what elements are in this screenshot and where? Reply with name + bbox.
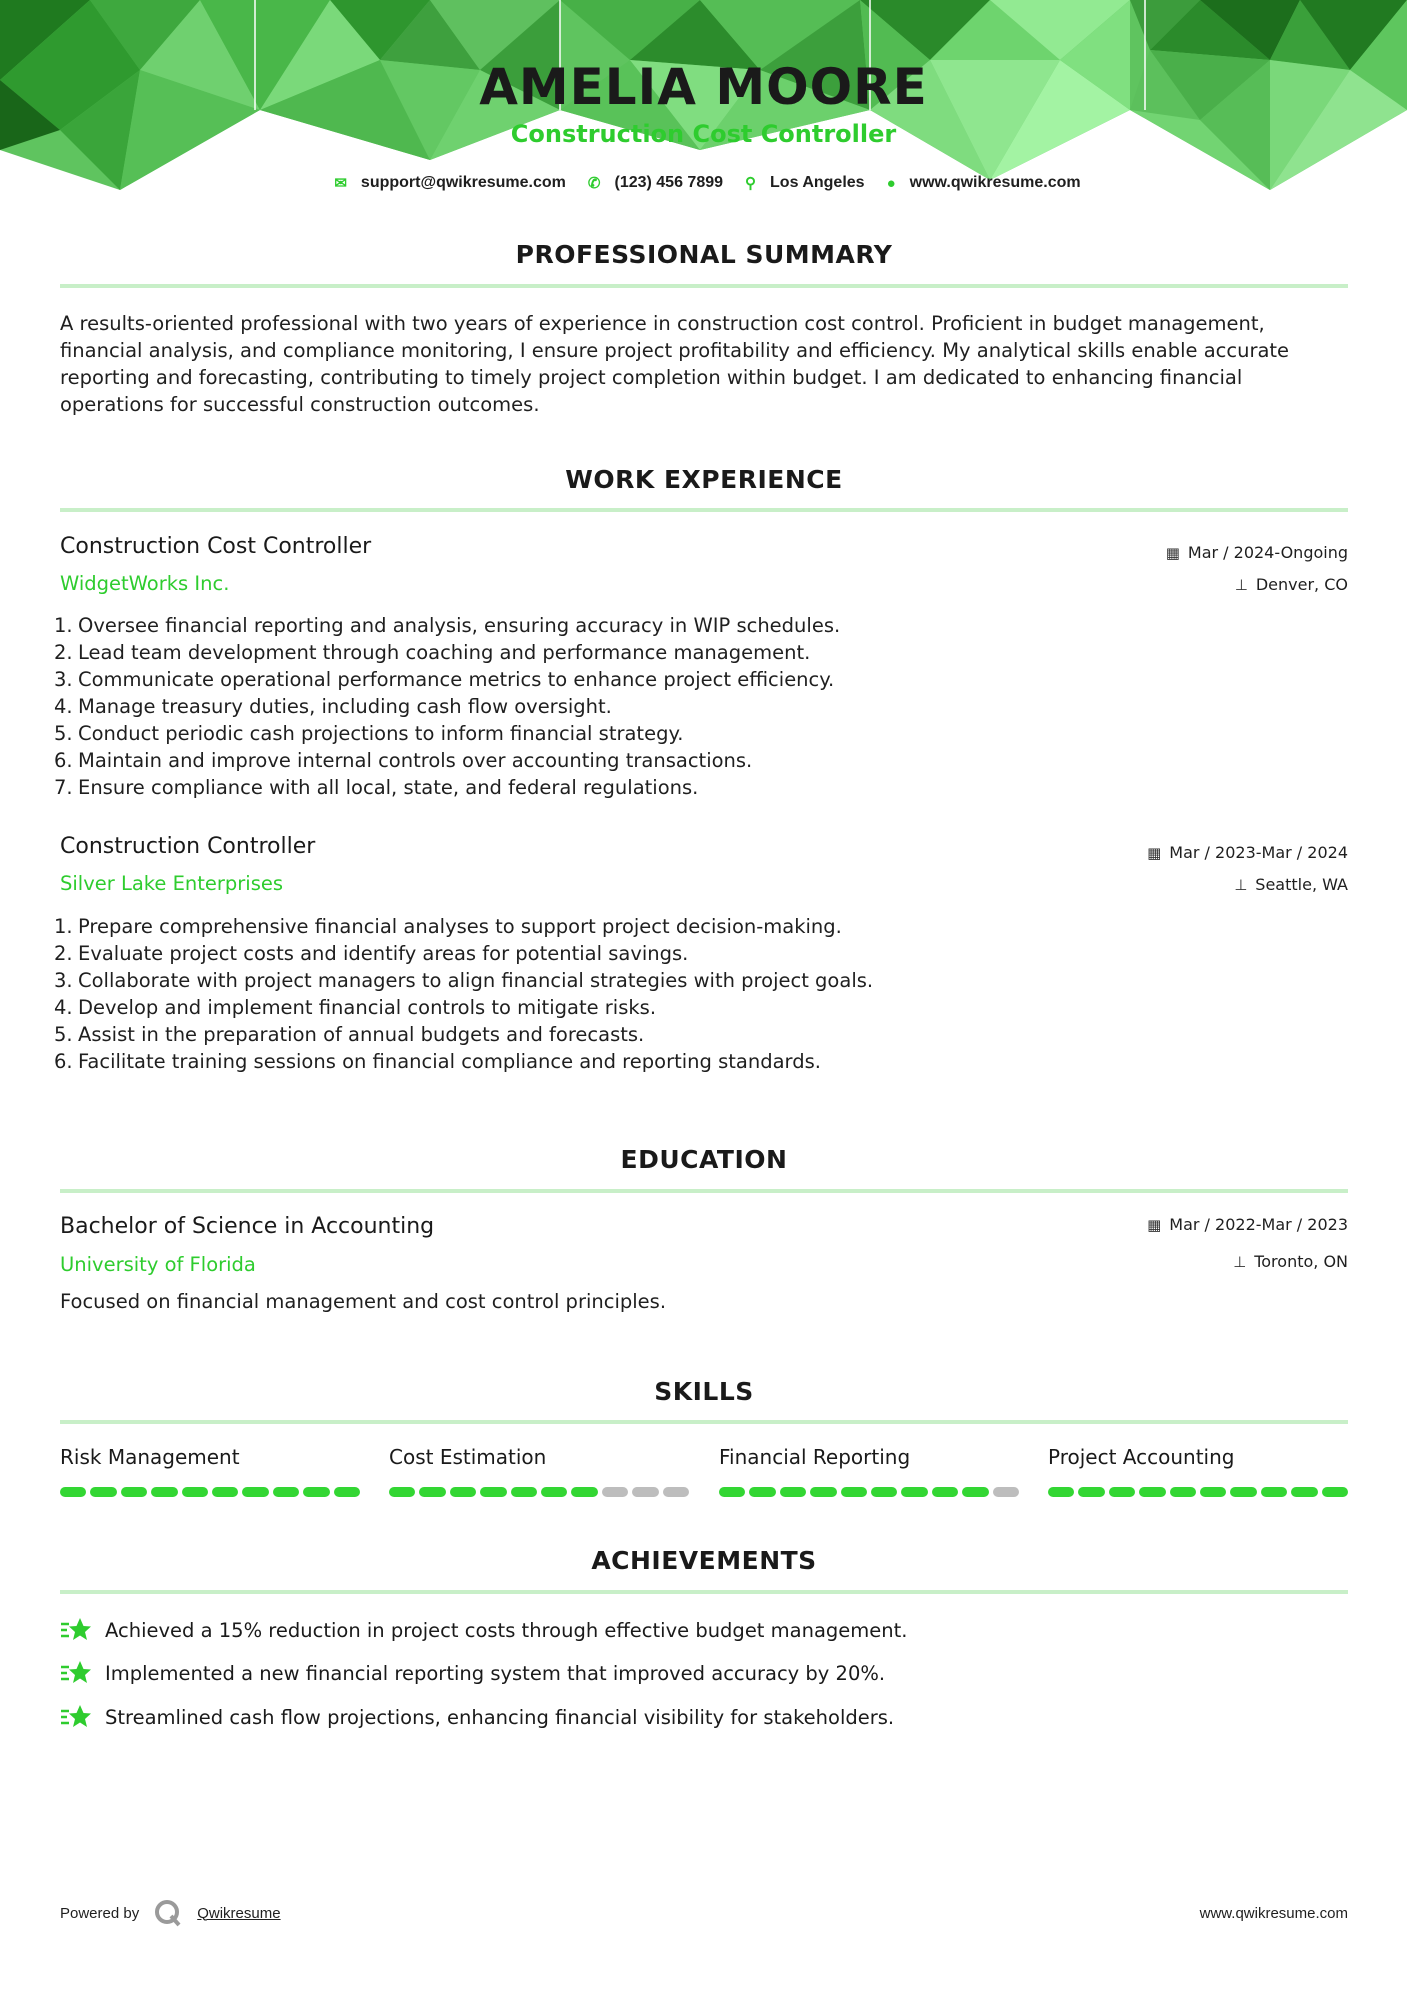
skill-dot-filled bbox=[1200, 1487, 1226, 1497]
pin-icon: ⊥ bbox=[1233, 1252, 1247, 1271]
skill-dot-filled bbox=[303, 1487, 329, 1497]
skill-dot-empty bbox=[602, 1487, 628, 1497]
skill-dot-filled bbox=[273, 1487, 299, 1497]
pin-icon: ⊥ bbox=[1234, 575, 1248, 594]
list-item: 1. Oversee financial reporting and analysis, ensuring accuracy in WIP schedules. bbox=[54, 614, 841, 637]
skill-dot-filled bbox=[1291, 1487, 1317, 1497]
job-location bbox=[1235, 575, 1348, 594]
skill-dot-filled bbox=[242, 1487, 268, 1497]
footer bbox=[60, 1898, 1348, 1928]
skill-dot-filled bbox=[1261, 1487, 1287, 1497]
skill-dot-empty bbox=[632, 1487, 658, 1497]
job-dates bbox=[1147, 843, 1348, 862]
skill-dot-filled bbox=[1109, 1487, 1135, 1497]
achievements-heading: ACHIEVEMENTS bbox=[591, 1546, 817, 1575]
skill-dot-filled bbox=[389, 1487, 415, 1497]
skill-dot-empty bbox=[993, 1487, 1019, 1497]
duty-text: Facilitate training sessions on financial compliance and reporting standards. bbox=[78, 1050, 821, 1073]
skill-dot-filled bbox=[1230, 1487, 1256, 1497]
skill-dot-filled bbox=[719, 1487, 745, 1497]
calendar-icon: ▦ bbox=[1147, 843, 1162, 862]
summary-text: A results-oriented professional with two years of experience in construction cost control. Proficient in budget management, financial analysis, and compliance monitoring, I ensure project profitability and efficiency. My analytical skills enable accurate reporting and forecasting, contributing to timely project completion within budget. I am dedicated to enhancing financial operations for successful construction outcomes. bbox=[60, 312, 1290, 416]
education-description: Focused on financial management and cost control principles. bbox=[60, 1290, 667, 1313]
skill-dot-filled bbox=[1139, 1487, 1165, 1497]
achievements-divider bbox=[60, 1590, 1348, 1594]
contact-phone[interactable]: (123) 456 7899 bbox=[614, 174, 724, 191]
duty-text: Conduct periodic cash projections to inform financial strategy. bbox=[78, 722, 684, 745]
skill-dot-filled bbox=[511, 1487, 537, 1497]
education-divider bbox=[60, 1189, 1348, 1193]
job-company: WidgetWorks Inc. bbox=[60, 572, 230, 595]
skill-dot-filled bbox=[541, 1487, 567, 1497]
experience-heading: WORK EXPERIENCE bbox=[565, 465, 843, 494]
powered-by-label: Powered by bbox=[60, 1904, 140, 1922]
phone-icon: ✆ bbox=[587, 175, 601, 192]
achievement-text: Achieved a 15% reduction in project costs through effective budget management. bbox=[105, 1618, 908, 1642]
job-company: Silver Lake Enterprises bbox=[60, 872, 284, 895]
list-item: 3. Collaborate with project managers to align financial strategies with project goals. bbox=[54, 969, 874, 992]
list-item: 4. Manage treasury duties, including cash flow oversight. bbox=[54, 695, 612, 718]
skill-dot-filled bbox=[60, 1487, 86, 1497]
skill-dot-filled bbox=[932, 1487, 958, 1497]
skill-dot-filled bbox=[1322, 1487, 1348, 1497]
list-item: 5. Conduct periodic cash projections to inform financial strategy. bbox=[54, 722, 684, 745]
skill-dot-filled bbox=[212, 1487, 238, 1497]
globe-icon: ● bbox=[886, 174, 896, 192]
candidate-role: Construction Cost Controller bbox=[510, 120, 897, 148]
list-item: 4. Develop and implement financial controls to mitigate risks. bbox=[54, 996, 657, 1019]
degree-title: Bachelor of Science in Accounting bbox=[60, 1214, 435, 1239]
duty-text: Develop and implement financial controls to mitigate risks. bbox=[78, 996, 657, 1019]
skill-dot-filled bbox=[962, 1487, 988, 1497]
summary-divider bbox=[60, 284, 1348, 288]
skill-dot-filled bbox=[901, 1487, 927, 1497]
skill-dot-filled bbox=[419, 1487, 445, 1497]
list-item: 2. Evaluate project costs and identify areas for potential savings. bbox=[54, 942, 689, 965]
job-duties bbox=[54, 612, 1334, 801]
skill-level bbox=[719, 1487, 1019, 1497]
education-dates-text: Mar / 2022-Mar / 2023 bbox=[1169, 1215, 1348, 1234]
skill-dot-filled bbox=[780, 1487, 806, 1497]
list-item: 5. Assist in the preparation of annual budgets and forecasts. bbox=[54, 1023, 645, 1046]
duty-text: Maintain and improve internal controls over accounting transactions. bbox=[78, 749, 753, 772]
skill-dot-filled bbox=[480, 1487, 506, 1497]
skill-dot-filled bbox=[749, 1487, 775, 1497]
duty-text: Assist in the preparation of annual budgets and forecasts. bbox=[78, 1023, 645, 1046]
skill-level bbox=[1048, 1487, 1348, 1497]
skill-dot-filled bbox=[151, 1487, 177, 1497]
skill-item bbox=[60, 1445, 360, 1497]
job-location-text: Denver, CO bbox=[1255, 575, 1348, 594]
duty-text: Ensure compliance with all local, state, and federal regulations. bbox=[78, 776, 699, 799]
skill-dot-filled bbox=[121, 1487, 147, 1497]
education-location bbox=[1233, 1252, 1348, 1271]
job-dates-text: Mar / 2023-Mar / 2024 bbox=[1169, 843, 1348, 862]
achievement-item bbox=[60, 1616, 907, 1644]
candidate-name: AMELIA MOORE bbox=[479, 58, 928, 116]
achievement-item bbox=[60, 1659, 885, 1687]
job-location bbox=[1234, 875, 1348, 894]
qwikresume-link[interactable]: Qwikresume bbox=[197, 1904, 281, 1922]
job-title: Construction Controller bbox=[60, 834, 316, 859]
star-icon bbox=[60, 1703, 92, 1731]
education-location-text: Toronto, ON bbox=[1254, 1252, 1348, 1271]
star-icon bbox=[60, 1659, 92, 1687]
summary-heading: PROFESSIONAL SUMMARY bbox=[515, 240, 893, 269]
footer-website[interactable]: www.qwikresume.com bbox=[1199, 1904, 1348, 1922]
qwikresume-logo-icon bbox=[153, 1898, 183, 1928]
achievement-text: Implemented a new financial reporting system that improved accuracy by 20%. bbox=[105, 1661, 886, 1685]
skill-dot-filled bbox=[1170, 1487, 1196, 1497]
job-dates-text: Mar / 2024-Ongoing bbox=[1187, 543, 1348, 562]
duty-text: Prepare comprehensive financial analyses to support project decision-making. bbox=[78, 915, 842, 938]
list-item: 2. Lead team development through coaching and performance management. bbox=[54, 641, 811, 664]
contact-email[interactable]: support@qwikresume.com bbox=[360, 174, 566, 191]
skill-item bbox=[1048, 1445, 1348, 1497]
skill-dot-filled bbox=[810, 1487, 836, 1497]
experience-divider bbox=[60, 508, 1348, 512]
skill-dot-empty bbox=[663, 1487, 689, 1497]
skill-name: Project Accounting bbox=[1048, 1445, 1235, 1469]
skill-item bbox=[389, 1445, 689, 1497]
skills-divider bbox=[60, 1420, 1348, 1424]
achievement-text: Streamlined cash flow projections, enhancing financial visibility for stakeholders. bbox=[105, 1705, 895, 1729]
achievement-item bbox=[60, 1703, 894, 1731]
duty-text: Collaborate with project managers to align financial strategies with project goals. bbox=[78, 969, 874, 992]
duty-text: Oversee financial reporting and analysis, ensuring accuracy in WIP schedules. bbox=[78, 614, 841, 637]
skills-heading: SKILLS bbox=[654, 1377, 754, 1406]
education-dates bbox=[1147, 1215, 1348, 1234]
calendar-icon: ▦ bbox=[1165, 543, 1180, 562]
list-item: 1. Prepare comprehensive financial analyses to support project decision-making. bbox=[54, 915, 842, 938]
skill-dot-filled bbox=[571, 1487, 597, 1497]
contact-website[interactable]: www.qwikresume.com bbox=[909, 174, 1081, 191]
skill-level bbox=[60, 1487, 360, 1497]
skill-dot-filled bbox=[182, 1487, 208, 1497]
duty-text: Manage treasury duties, including cash flow oversight. bbox=[78, 695, 612, 718]
list-item: 6. Maintain and improve internal controls over accounting transactions. bbox=[54, 749, 753, 772]
envelope-icon: ✉ bbox=[334, 175, 347, 192]
skill-dot-filled bbox=[450, 1487, 476, 1497]
contact-bar bbox=[0, 174, 1407, 192]
skill-dot-filled bbox=[841, 1487, 867, 1497]
list-item: 7. Ensure compliance with all local, state, and federal regulations. bbox=[54, 776, 699, 799]
education-heading: EDUCATION bbox=[620, 1145, 788, 1174]
skill-name: Risk Management bbox=[60, 1445, 240, 1469]
skill-dot-filled bbox=[1048, 1487, 1074, 1497]
skill-dot-filled bbox=[1078, 1487, 1104, 1497]
school-name: University of Florida bbox=[60, 1253, 256, 1276]
pin-icon: ⊥ bbox=[1234, 875, 1248, 894]
skill-level bbox=[389, 1487, 689, 1497]
skill-dot-filled bbox=[871, 1487, 897, 1497]
duty-text: Evaluate project costs and identify areas for potential savings. bbox=[78, 942, 689, 965]
skill-item bbox=[719, 1445, 1019, 1497]
skill-dot-filled bbox=[334, 1487, 360, 1497]
skill-name: Financial Reporting bbox=[719, 1445, 911, 1469]
job-title: Construction Cost Controller bbox=[60, 534, 372, 559]
powered-by bbox=[60, 1898, 281, 1928]
map-marker-icon: ⚲ bbox=[745, 175, 757, 192]
list-item: 6. Facilitate training sessions on financial compliance and reporting standards. bbox=[54, 1050, 821, 1073]
list-item: 3. Communicate operational performance metrics to enhance project efficiency. bbox=[54, 668, 835, 691]
star-icon bbox=[60, 1616, 92, 1644]
job-location-text: Seattle, WA bbox=[1255, 875, 1348, 894]
job-duties bbox=[54, 913, 1334, 1075]
skill-dot-filled bbox=[90, 1487, 116, 1497]
duty-text: Communicate operational performance metrics to enhance project efficiency. bbox=[78, 668, 835, 691]
skill-name: Cost Estimation bbox=[389, 1445, 547, 1469]
contact-location: Los Angeles bbox=[770, 174, 865, 191]
job-dates bbox=[1166, 543, 1348, 562]
calendar-icon: ▦ bbox=[1147, 1215, 1162, 1234]
duty-text: Lead team development through coaching and performance management. bbox=[78, 641, 811, 664]
